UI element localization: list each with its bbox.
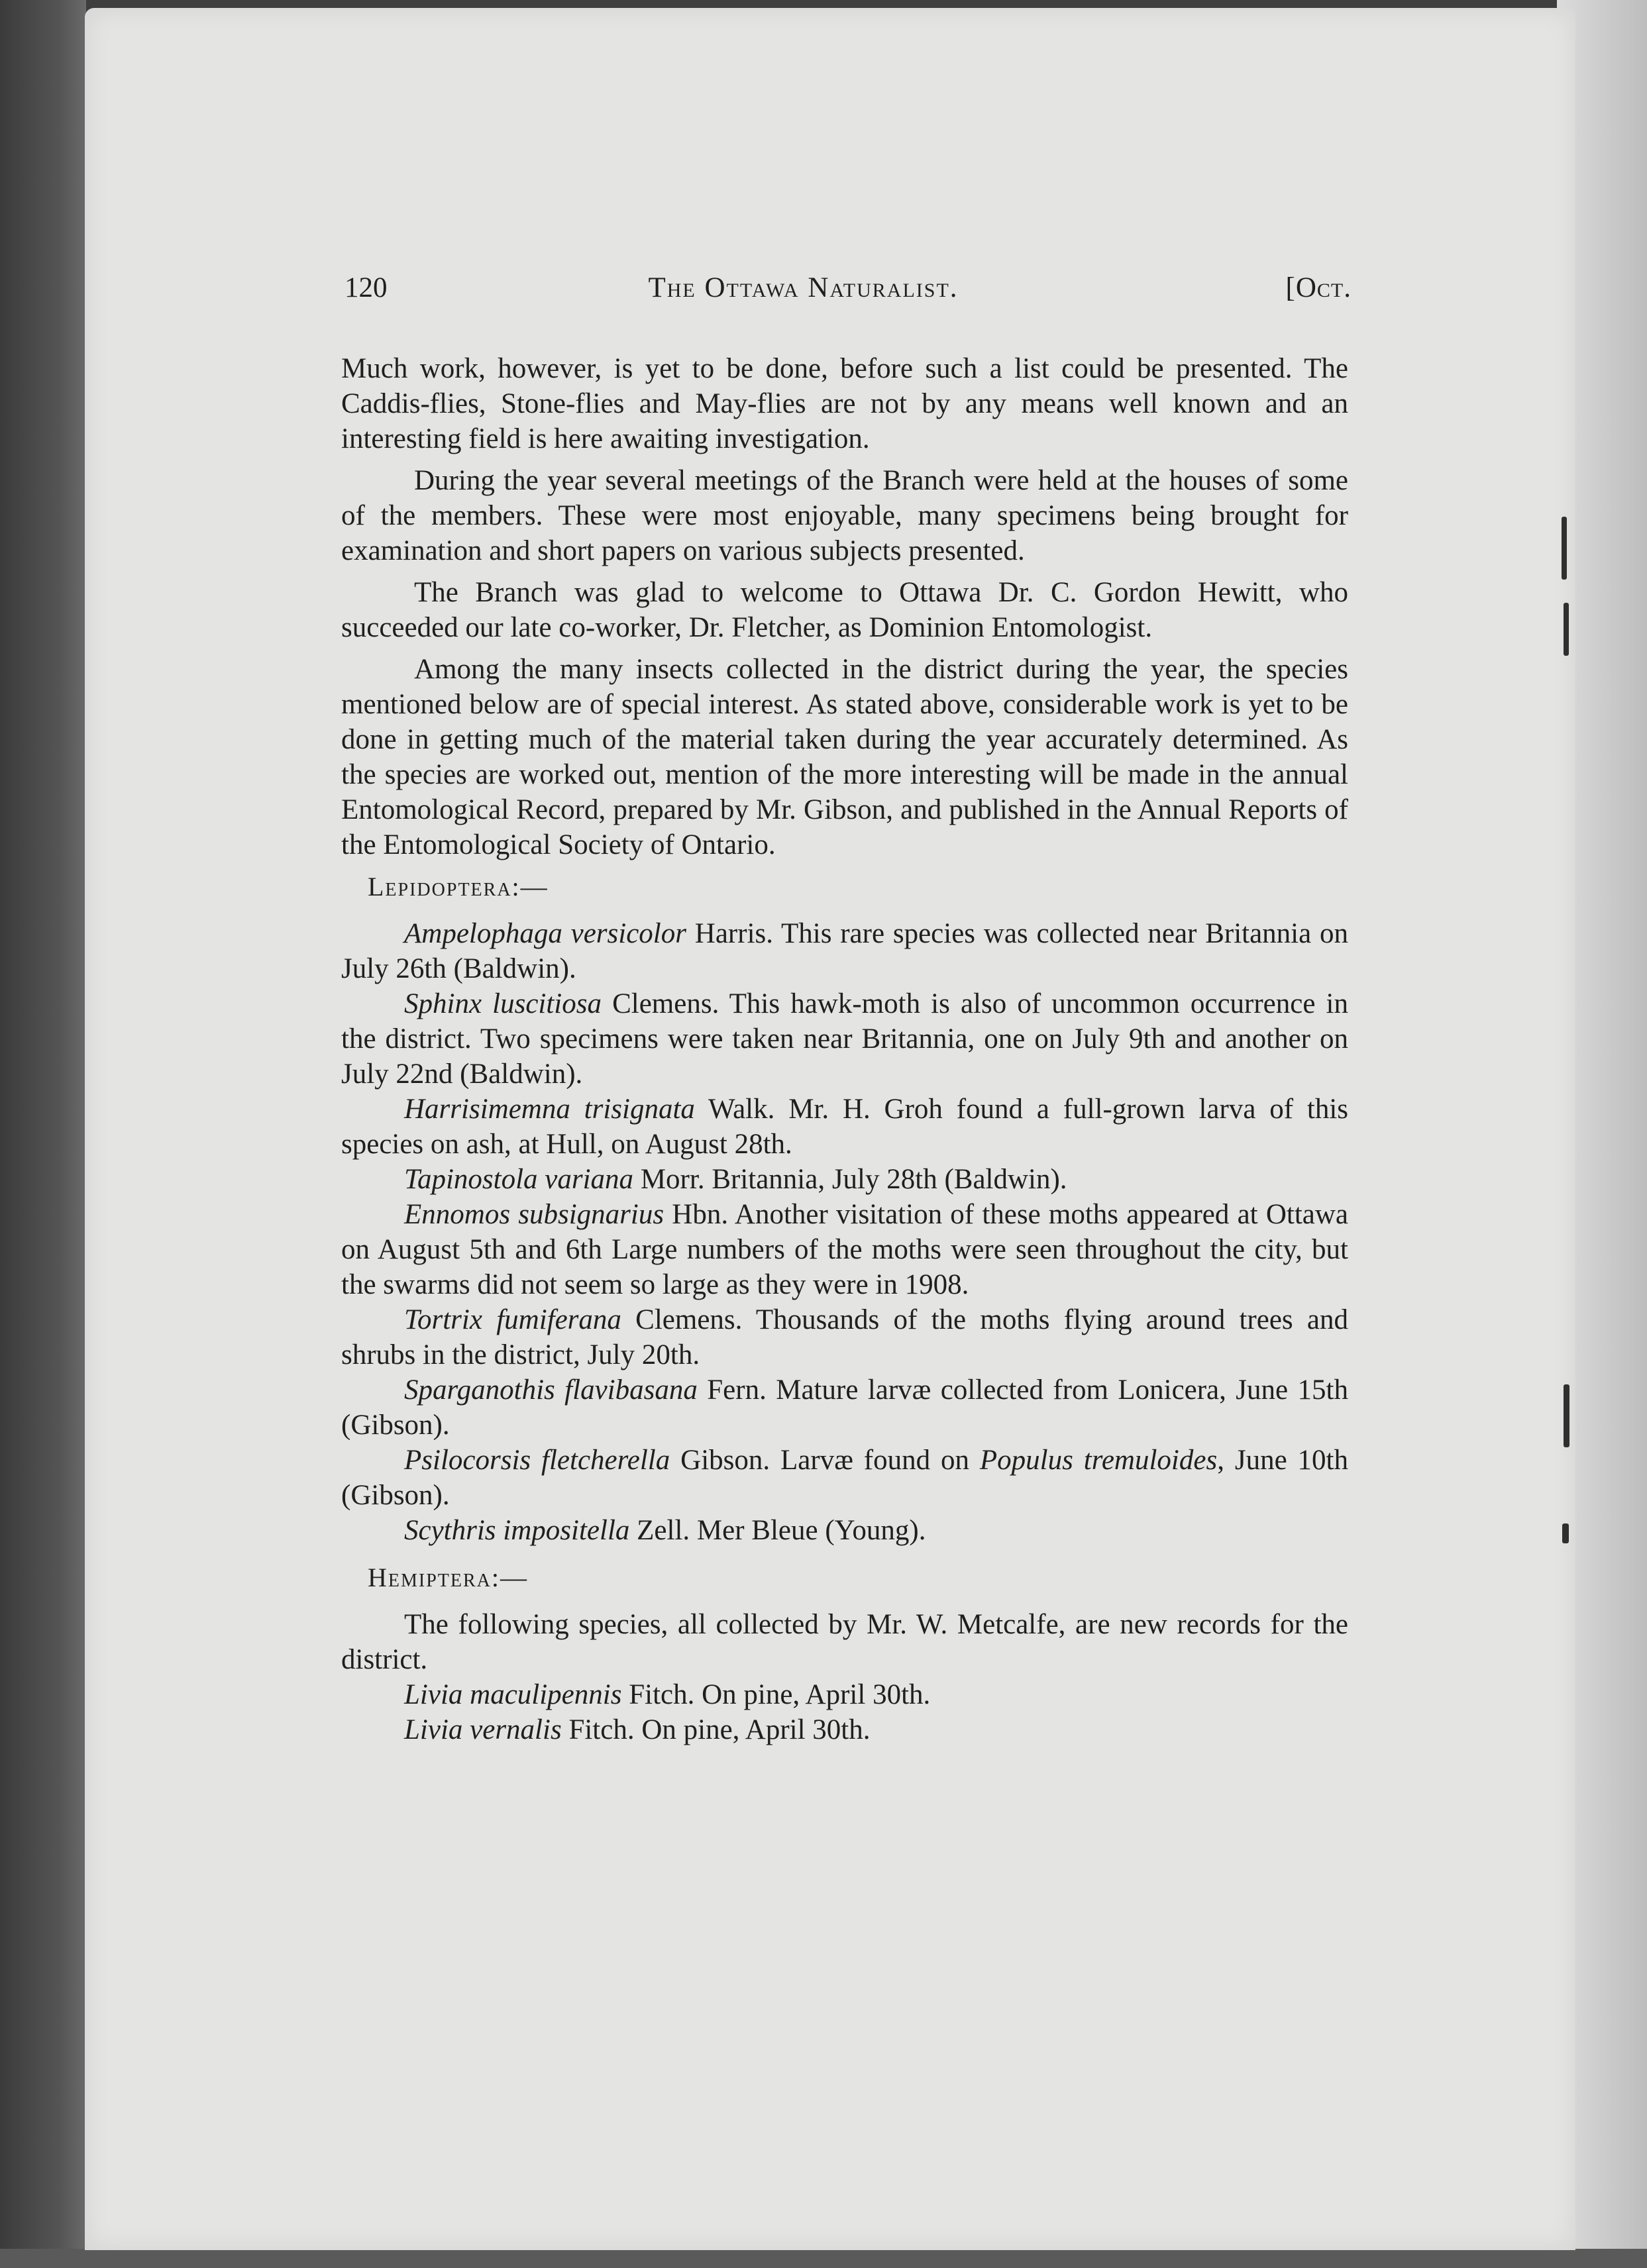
species-name: Sphinx luscitiosa [404, 988, 602, 1019]
scan-left-edge [0, 0, 86, 2268]
species-entry [341, 1302, 1348, 1372]
paragraph: The Branch was glad to welcome to Ottawa Dr. C. Gordon Hewitt, who succeeded our late co-worker, Dr. Fletcher, as Dominion Entomologist. [341, 577, 1348, 643]
species-note: Clemens. This hawk-moth is also of uncommon occurrence in the district. Two specimens were taken near Britannia, one on July 9th and another on July 22nd (Baldwin). [341, 988, 1348, 1090]
species-note: Fitch. On pine, April 30th. [621, 1679, 931, 1710]
species-name: Tapinostola variana [404, 1164, 634, 1195]
species-note: Gibson. Larvæ found on [670, 1445, 980, 1476]
species-note: , June 10th (Gibson). [341, 1445, 1348, 1511]
species-note: Hbn. Another visitation of these moths appeared at Ottawa on August 5th and 6th Large numbers of the moths were seen throughout the city, but the swarms did not seem so large as they were in 1908. [341, 1199, 1348, 1300]
species-entry [341, 1092, 1348, 1162]
species-note: Zell. Mer Bleue (Young). [629, 1515, 926, 1546]
species-note: Fitch. On pine, April 30th. [561, 1714, 871, 1745]
species-note: Fern. Mature larvæ collected from Lonicera, June 15th (Gibson). [341, 1374, 1348, 1441]
species-entry [341, 986, 1348, 1092]
species-entry [341, 1162, 1348, 1197]
paragraph: During the year several meetings of the Branch were held at the houses of some of the members. These were most enjoyable, many specimens being brought for examination and short papers on various subjects presented. [341, 465, 1348, 566]
section-heading-lepidoptera: Lepidoptera:— [368, 872, 549, 902]
species-note: Walk. Mr. H. Groh found a full-grown larva of this species on ash, at Hull, on August 28th. [341, 1094, 1348, 1160]
margin-artifact [1562, 1523, 1569, 1543]
species-name: Livia maculipennis [404, 1679, 622, 1710]
species-name: Psilocorsis fletcherella [404, 1445, 670, 1476]
host-plant-name: Populus tremuloides [979, 1445, 1218, 1476]
species-entry [341, 1513, 1348, 1548]
paragraph: The following species, all collected by Mr. W. Metcalfe, are new records for the district. [341, 1609, 1348, 1675]
running-header [255, 272, 1352, 311]
species-entry [341, 1372, 1348, 1443]
species-entry [341, 1443, 1348, 1513]
species-note: Morr. Britannia, July 28th (Baldwin). [633, 1164, 1067, 1195]
article-body [341, 351, 1348, 1747]
issue-month: [Oct. [1285, 272, 1352, 303]
section-heading-hemiptera: Hemiptera:— [368, 1563, 528, 1592]
species-name: Scythris impositella [404, 1515, 630, 1546]
species-entry [341, 1197, 1348, 1302]
scan-bottom-edge [0, 2249, 1647, 2268]
margin-artifact [1564, 1384, 1569, 1447]
species-note: Harris. This rare species was collected near Britannia on July 26th (Baldwin). [341, 918, 1349, 984]
journal-title: The Ottawa Naturalist. [648, 272, 959, 303]
species-entry [341, 1712, 1348, 1747]
species-name: Tortrix fumiferana [404, 1304, 621, 1335]
species-entry [341, 1677, 1348, 1712]
species-name: Harrisimemna trisignata [404, 1094, 695, 1125]
species-entry [341, 916, 1348, 986]
margin-artifact [1562, 517, 1567, 580]
species-name: Ampelophaga versicolor [404, 918, 686, 949]
species-name: Ennomos subsignarius [404, 1199, 664, 1230]
species-name: Sparganothis flavibasana [404, 1374, 698, 1406]
paragraph: Among the many insects collected in the district during the year, the species mentioned below are of special interest. As stated above, considerable work is yet to be done in getting much of the material taken during the year accurately determined. As the species are worked out, mention of the more interesting will be made in the annual Entomological Record, prepared by Mr. Gibson, and published in the Annual Reports of the Entomological Society of Ontario. [341, 654, 1348, 860]
page-number: 120 [345, 272, 388, 303]
species-note: Clemens. Thousands of the moths flying around trees and shrubs in the district, July 20th. [341, 1304, 1348, 1370]
paragraph: Much work, however, is yet to be done, before such a list could be presented. The Caddis-flies, Stone-flies and May-flies are not by any means well known and an interesting field is here awaiting investigation. [341, 353, 1348, 454]
margin-artifact [1564, 603, 1569, 656]
species-name: Livia vernalis [404, 1714, 562, 1745]
